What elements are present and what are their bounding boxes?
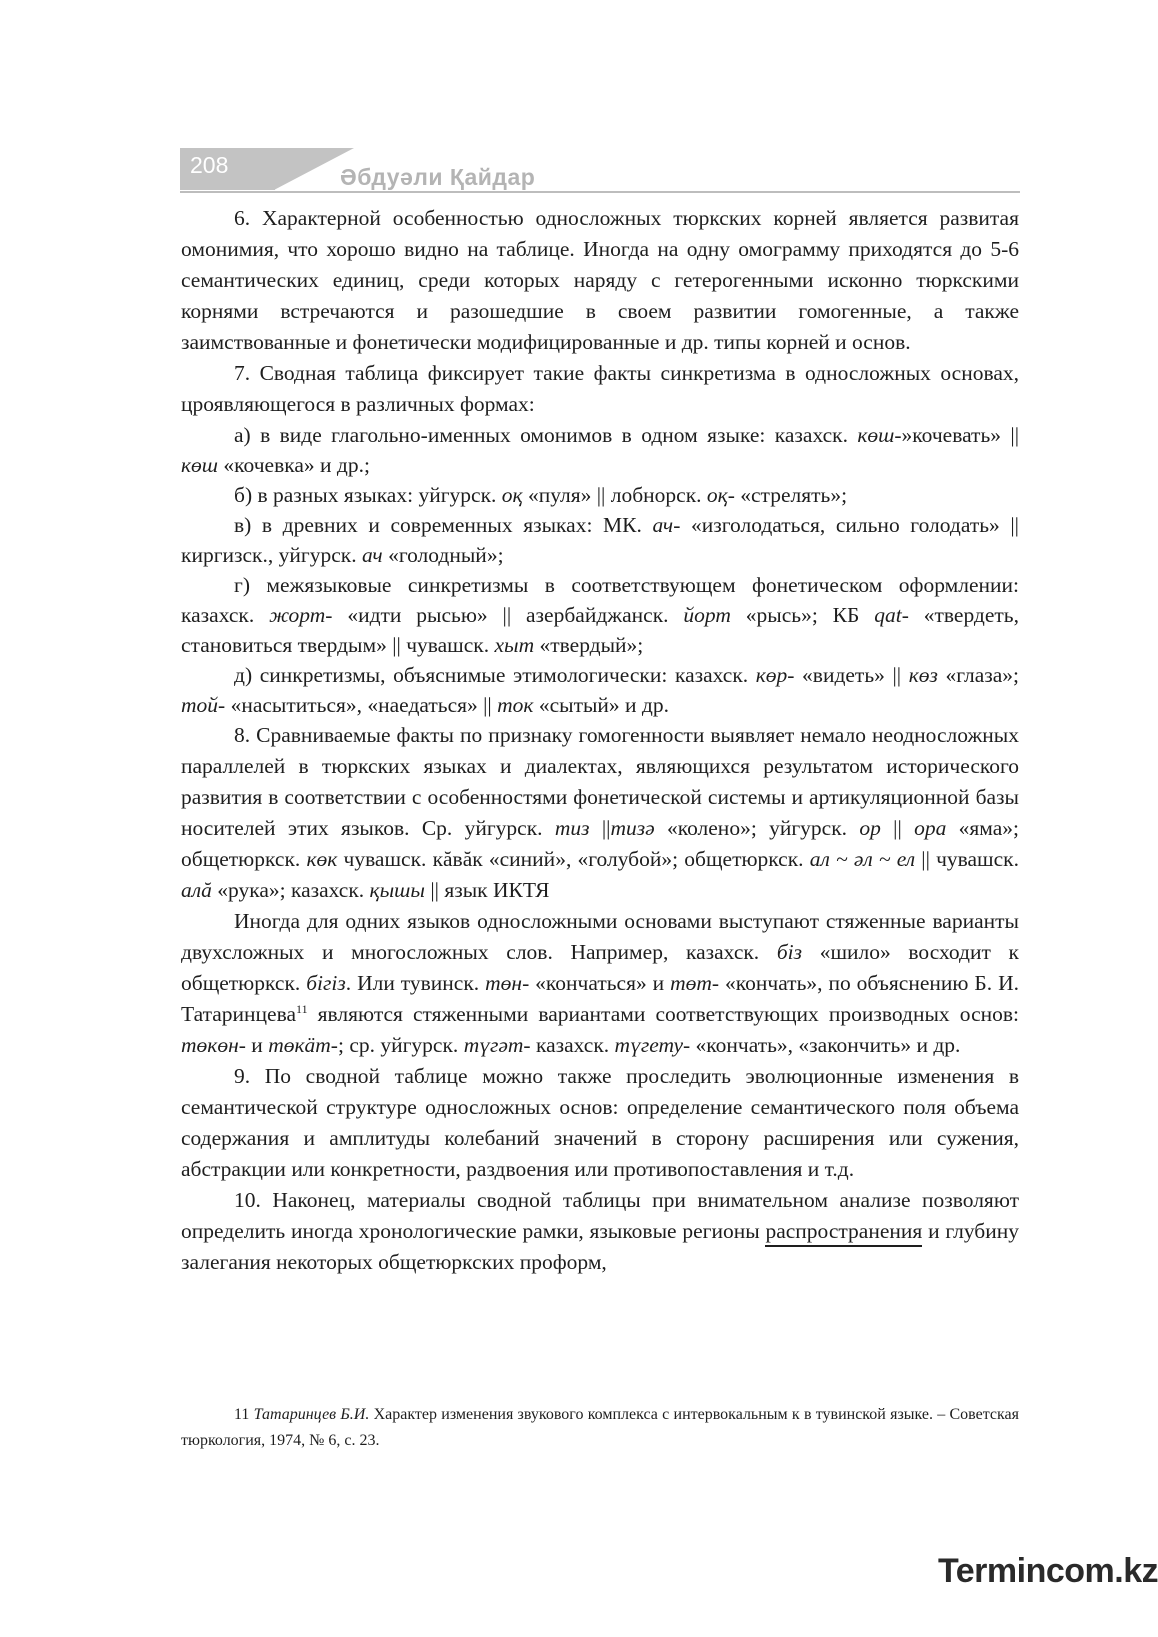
paragraph-9: 9. По сводной таблице можно также проследить эволюционные изменения в семантической структуре односложных основ: определение семантического поля объема содержания и амплитуды колебаний значений в сторону расширения или сужения, абстракции или конкретности, раздвоения или противопоставления и т.д. <box>181 1064 1019 1181</box>
item-b: б) в разных языках: уйгурск. оқ «пуля» || лобнорск. оқ- «стрелять»; <box>234 483 848 507</box>
body-text <box>181 203 1019 1278</box>
header-rule <box>180 191 1020 193</box>
footnote-separator-word: распространения <box>765 1219 922 1247</box>
footnote-ref: 11 <box>296 1002 308 1016</box>
paragraph-8: 8. Сравниваемые факты по признаку гомогенности выявляет немало неодносложных параллелей в тюркских языках и диалектах, являющихся результатом исторического развития в соответствии с особенностями фонетической системы и артикуляционной базы носителей этих языков. Ср. уйгурск. тиз ||тизә «колено»; уйгурск. ор || ора «яма»; общетюркск. көк чувашск. кăвăк «синий», «голубой»; общетюркск. ал ~ әл ~ ел || чувашск. алă «рука»; казахск. қышы || язык ИКТЯ <box>181 723 1020 902</box>
footnote: 11 Татаринцев Б.И. Характер изменения звукового комплекса с интервокальным к в тувинской языке. – Советская тюркология, 1974, № 6, с. 23. <box>181 1406 1019 1449</box>
item-c: в) в древних и современных языках: МК. ач- «изголодаться, сильно голодать» || киргизск., уйгурск. ач «голодный»; <box>181 513 1019 567</box>
paragraph-6: 6. Характерной особенностью односложных тюркских корней является развитая омонимия, что хорошо видно на таблице. Иногда на одну омограмму приходятся до 5-6 семантических единиц, среди которых наряду с гетерогенными исконно тюркскими корнями встречаются и разошедшие в своем развитии гомогенные, а также заимствованные и фонетически модифицированные и др. типы корней и основ. <box>181 206 1019 354</box>
item-e: д) синкретизмы, объяснимые этимологически: казахск. көр- «видеть» || көз «глаза»; той- «насытиться», «наедаться» || ток «сытый» и др. <box>181 663 1019 717</box>
paragraph-10: 10. Наконец, материалы сводной таблицы при внимательном анализе позволяют определить иногда хронологические рамки, языковые регионы распространения и глубину залегания некоторых общетюркских проформ, <box>181 1188 1019 1274</box>
item-d: г) межязыковые синкретизмы в соответствующем фонетическом оформлении: казахск. жорт- «идти рысью» || азербайджанск. йорт «рысь»; КБ qat- «твердеть, становиться твердым» || чувашск. хыт «твердый»; <box>181 573 1019 657</box>
paragraph-7: 7. Сводная таблица фиксирует такие факты синкретизма в односложных основах, цроявляющегося в различных формах: <box>181 361 1019 416</box>
item-a: а) в виде глагольно-именных омонимов в одном языке: казахск. көш-»кочевать» || көш «кочевка» и др.; <box>181 423 1019 477</box>
watermark-logo: Termincom.kz <box>938 1552 1158 1590</box>
paragraph-contraction: Иногда для одних языков односложными основами выступают стяженные варианты двухсложных и многосложных слов. Например, казахск. біз «шило» восходит к общетюркск. бігіз. Или тувинск. төн- «кончаться» и төт- «кончать», по объяснению Б. И. Татаринцева$^{11}$ являются стяженными вариантами соответствующих производных основ: төкөн- и төкäт-; ср. уйгурск. түгәт- казахск. түгету- «кончать», «закончить» и др. <box>181 909 1019 1057</box>
running-header <box>180 148 1020 196</box>
author-name: Әбдуәли Қайдар <box>340 164 536 190</box>
page-number: 208 <box>190 152 229 178</box>
